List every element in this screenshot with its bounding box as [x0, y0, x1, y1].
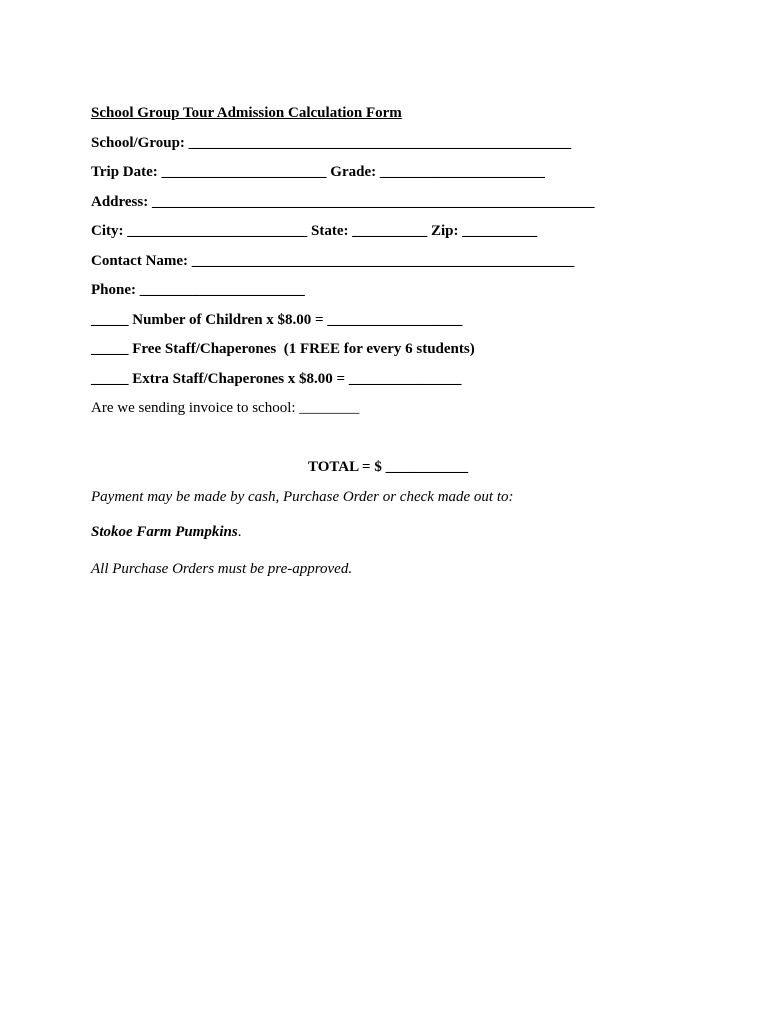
free-staff-row[interactable]: _____ Free Staff/Chaperones (1 FREE for every 6 students)	[91, 341, 475, 357]
grade-field[interactable]: Grade: ______________________	[330, 164, 545, 180]
payment-note: Payment may be made by cash, Purchase Order or check made out to:	[91, 489, 514, 505]
total-field[interactable]: TOTAL = $ ___________	[308, 459, 469, 475]
school-group-field[interactable]: School/Group: ___________________________________________________	[91, 135, 572, 151]
phone-field[interactable]: Phone: ______________________	[91, 282, 305, 298]
contact-name-field[interactable]: Contact Name: ___________________________________________________	[91, 253, 575, 269]
address-field[interactable]: Address: ___________________________________________________________	[91, 194, 595, 210]
payee-period: .	[237, 524, 242, 540]
extra-staff-row[interactable]: _____ Extra Staff/Chaperones x $8.00 = _______________	[91, 371, 462, 387]
children-count-row[interactable]: _____ Number of Children x $8.00 = __________________	[91, 312, 463, 328]
invoice-question[interactable]: Are we sending invoice to school: ________	[91, 400, 360, 416]
payee-name: Stokoe Farm Pumpkins	[91, 524, 238, 540]
zip-field[interactable]: Zip: __________	[431, 223, 538, 239]
trip-date-field[interactable]: Trip Date: ______________________	[91, 164, 327, 180]
purchase-order-note: All Purchase Orders must be pre-approved.	[91, 561, 353, 577]
city-field[interactable]: City: ________________________	[91, 223, 308, 239]
form-title: School Group Tour Admission Calculation Form	[91, 105, 402, 121]
payee-line	[91, 523, 241, 541]
trip-date-grade-row	[91, 163, 545, 181]
city-state-zip-row	[91, 222, 537, 240]
state-field[interactable]: State: __________	[311, 223, 428, 239]
